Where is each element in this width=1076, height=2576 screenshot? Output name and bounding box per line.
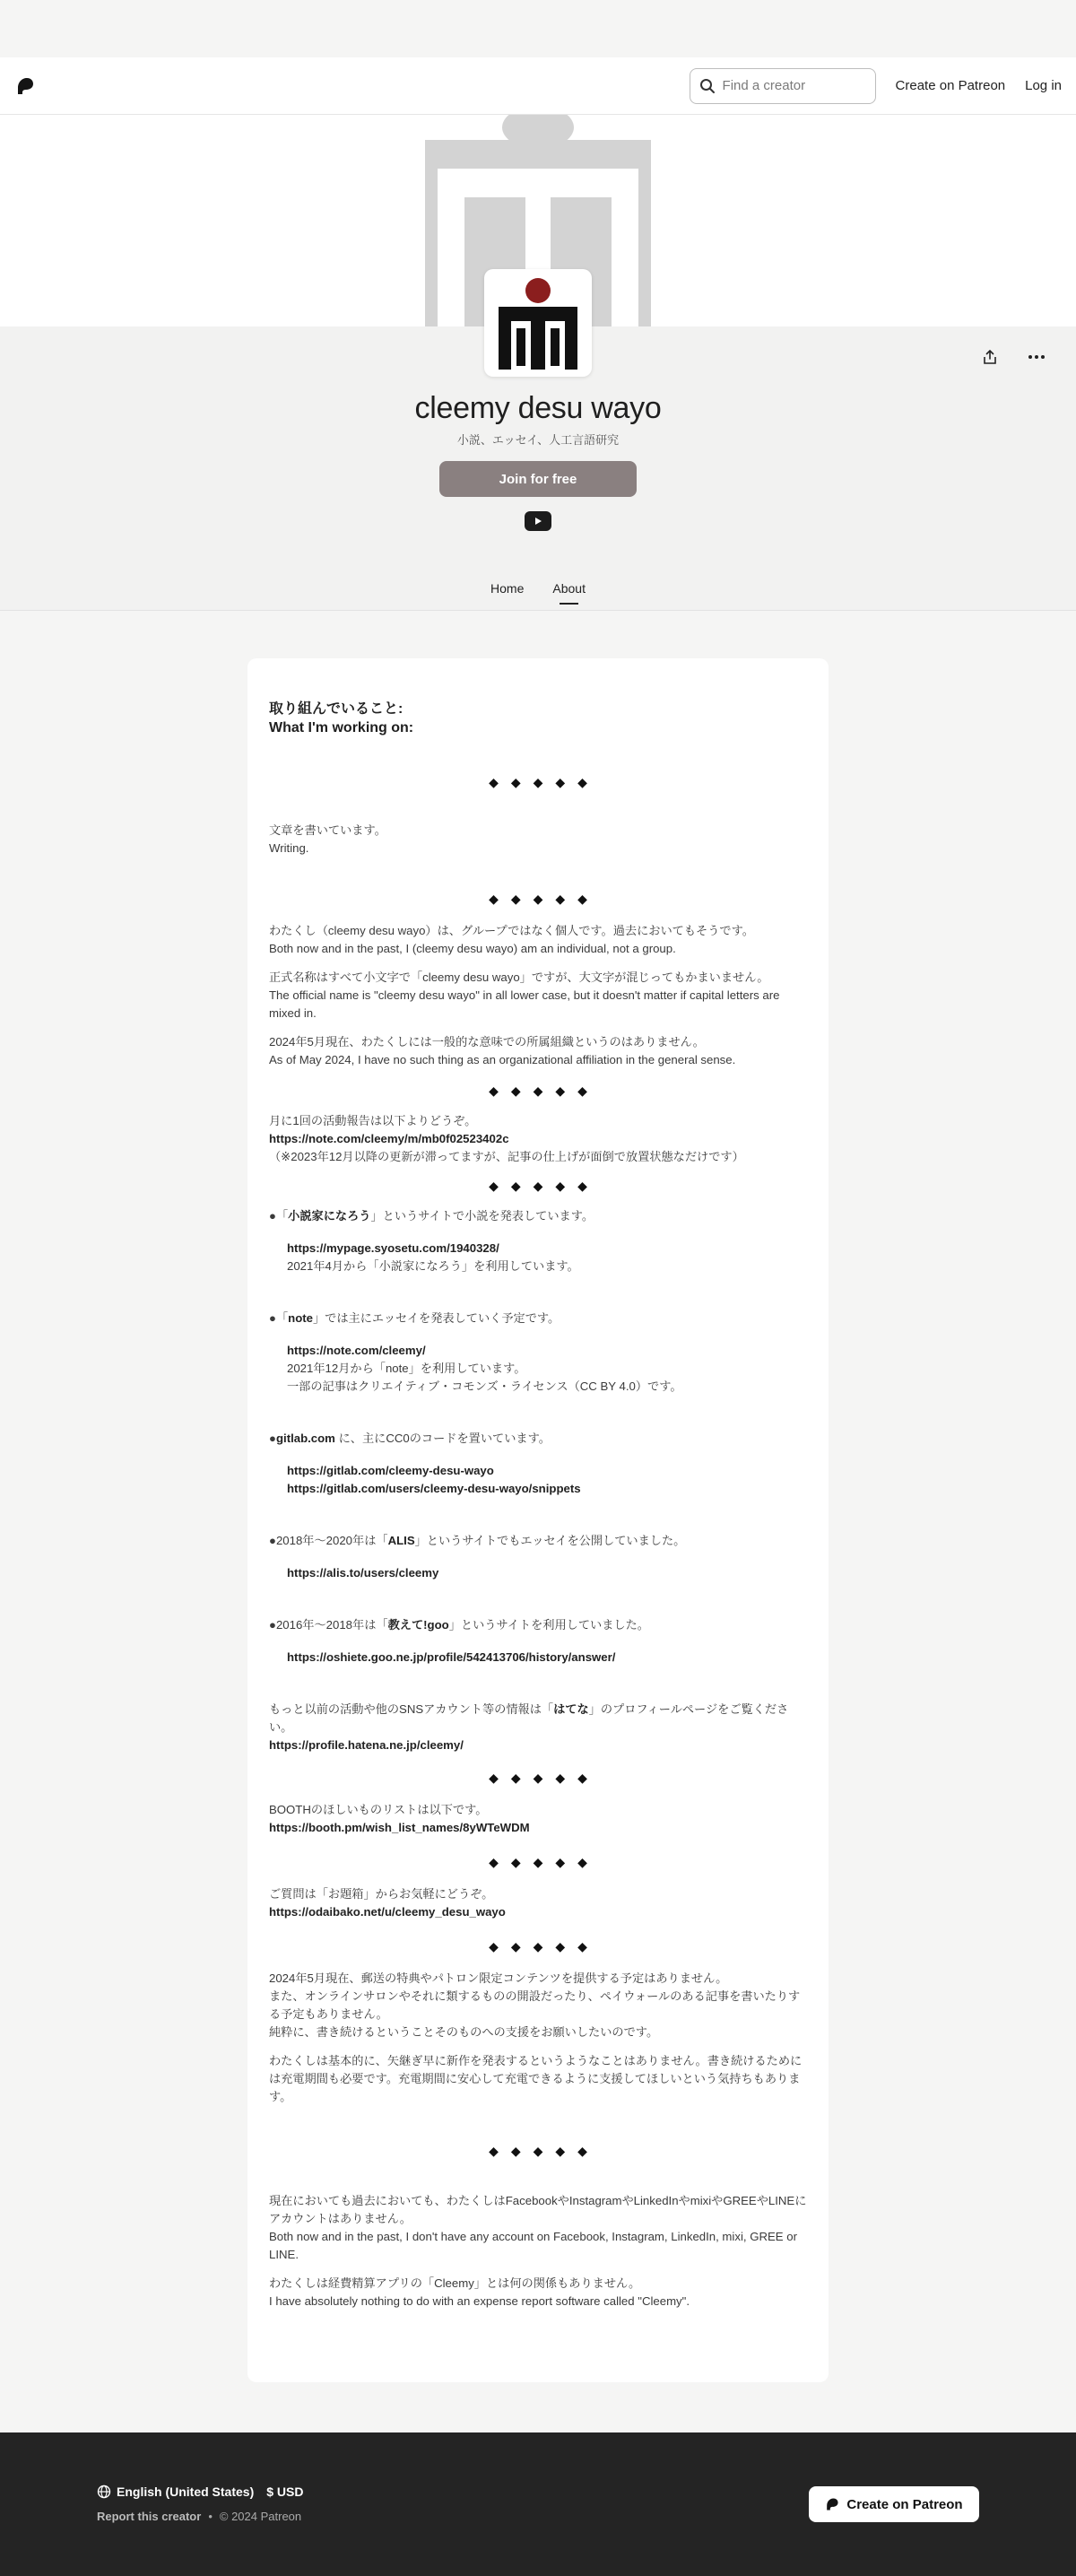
report-creator-link[interactable]: Report this creator: [97, 2510, 202, 2523]
diamond-separator: ◆◆◆◆◆: [489, 2144, 600, 2158]
site-footer: [0, 2432, 1076, 2576]
naro-link[interactable]: https://mypage.syosetu.com/1940328/: [287, 1241, 499, 1255]
creator-tagline: 小説、エッセイ、人工言語研究: [456, 433, 620, 447]
language-selector[interactable]: [97, 2485, 254, 2499]
patreon-logo-icon[interactable]: [14, 75, 36, 97]
diamond-separator: ◆◆◆◆◆: [489, 1771, 600, 1785]
hatena-line: もっと以前の活動や他のSNSアカウント等の情報は「はてな」のプロフィールページをご覧ください。: [269, 1702, 789, 1734]
alis-line: ●2018年〜2020年は「ALIS」というサイトでもエッセイを公開していました。: [269, 1534, 686, 1547]
footer-create-on-patreon-button[interactable]: [809, 2486, 979, 2522]
diamond-separator: ◆◆◆◆◆: [489, 892, 600, 906]
perks-3: 純粋に、書き続けるということそのものへの支援をお願いしたいのです。: [269, 2025, 659, 2039]
name-ja: 正式名称はすべて小文字で「cleemy desu wayo」ですが、大文字が混じってもかまいません。: [269, 970, 769, 984]
more-options-icon[interactable]: [1026, 346, 1047, 368]
report-link[interactable]: https://note.com/cleemy/m/mb0f02523402c: [269, 1132, 509, 1145]
about-heading-ja: 取り組んでいること:: [269, 701, 404, 717]
patreon-logo-icon: [825, 2497, 839, 2511]
goo-link[interactable]: https://oshiete.goo.ne.jp/profile/542413706/history/answer/: [287, 1650, 616, 1664]
language-label: English (United States): [117, 2485, 255, 2499]
diamond-separator: ◆◆◆◆◆: [489, 1179, 600, 1193]
share-icon[interactable]: [979, 346, 1001, 368]
diamond-separator: ◆◆◆◆◆: [489, 1939, 600, 1954]
tab-home[interactable]: Home: [490, 581, 525, 596]
tabs-divider: [0, 610, 1076, 611]
sns-ja: 現在においても過去においても、わたくしはFacebookやInstagramやLinkedInやmixiやGREEやLINEにアカウントはありません。: [269, 2194, 807, 2225]
gitlab-line: ●gitlab.com に、主にCC0のコードを置いています。: [269, 1432, 551, 1445]
individual-ja: わたくし（cleemy desu wayo）は、グループではなく個人です。過去においてもそうです。: [269, 924, 754, 937]
affiliation-en: As of May 2024, I have no such thing as an organizational affiliation in the general sense.: [269, 1053, 736, 1066]
join-for-free-button[interactable]: Join for free: [439, 461, 637, 497]
naro-since: 2021年4月から「小説家になろう」を利用しています。: [287, 1259, 579, 1273]
profile-tabs: [0, 581, 1076, 605]
top-spacer: [0, 0, 1076, 57]
creator-name: cleemy desu wayo: [414, 391, 662, 425]
booth-link[interactable]: https://booth.pm/wish_list_names/8yWTeWDM: [269, 1821, 530, 1834]
alis-link[interactable]: https://alis.to/users/cleemy: [287, 1566, 439, 1580]
expense-ja: わたくしは経費精算アプリの「Cleemy」とは何の関係もありません。: [269, 2276, 641, 2290]
affiliation-ja: 2024年5月現在、わたくしには一般的な意味での所属組織というのはありません。: [269, 1035, 705, 1049]
pace: わたくしは基本的に、矢継ぎ早に新作を発表するというようなことはありません。書き続けるためには充電期間も必要です。充電期間に安心して充電できるように支援してほしいという気持ちもあります。: [269, 2054, 803, 2103]
report-ja: 月に1回の活動報告は以下よりどうぞ。: [269, 1114, 477, 1127]
writing-en: Writing.: [269, 841, 309, 855]
search-input[interactable]: [723, 78, 857, 93]
individual-en: Both now and in the past, I (cleemy desu wayo) am an individual, not a group.: [269, 942, 676, 955]
note-license: 一部の記事はクリエイティブ・コモンズ・ライセンス（CC BY 4.0）です。: [287, 1379, 682, 1393]
expense-en: I have absolutely nothing to do with an expense report software called "Cleemy".: [269, 2294, 690, 2308]
hatena-link[interactable]: https://profile.hatena.ne.jp/cleemy/: [269, 1738, 464, 1752]
perks-1: 2024年5月現在、郵送の特典やパトロン限定コンテンツを提供する予定はありません。: [269, 1971, 728, 1985]
log-in-link[interactable]: Log in: [1025, 78, 1062, 93]
note-since: 2021年12月から「note」を利用しています。: [287, 1362, 526, 1375]
diamond-separator: ◆◆◆◆◆: [489, 775, 600, 789]
youtube-icon[interactable]: [525, 511, 551, 531]
naro-line: ●「小説家になろう」というサイトで小説を発表しています。: [269, 1209, 594, 1223]
create-on-patreon-link[interactable]: Create on Patreon: [895, 78, 1006, 93]
footer-create-label: Create on Patreon: [846, 2496, 963, 2512]
diamond-separator: ◆◆◆◆◆: [489, 1083, 600, 1098]
writing-ja: 文章を書いています。: [269, 823, 386, 837]
profile-section: [0, 326, 1076, 610]
search-icon: [699, 78, 716, 94]
booth-ja: BOOTHのほしいものリストは以下です。: [269, 1803, 488, 1816]
goo-line: ●2016年〜2018年は「教えて!goo」というサイトを利用していました。: [269, 1618, 649, 1632]
site-header: [0, 57, 1076, 115]
diamond-separator: ◆◆◆◆◆: [489, 1855, 600, 1869]
sns-en: Both now and in the past, I don't have any account on Facebook, Instagram, LinkedIn, mixi, GREE or LINE.: [269, 2230, 797, 2261]
perks-2: また、オンラインサロンやそれに類するものの開設だったり、ペイウォールのある記事を書いたりする予定もありません。: [269, 1989, 801, 2021]
name-en: The official name is "cleemy desu wayo" in all lower case, but it doesn't matter if capital letters are mixed in.: [269, 988, 780, 1020]
gitlab-snippets-link[interactable]: https://gitlab.com/users/cleemy-desu-wayo/snippets: [287, 1482, 581, 1495]
report-note: （※2023年12月以降の更新が滞ってますが、記事の仕上げが面倒で放置状態なだけです）: [269, 1150, 744, 1163]
odaibako-ja: ご質問は「お題箱」からお気軽にどうぞ。: [269, 1887, 494, 1901]
note-line: ●「note」では主にエッセイを発表していく予定です。: [269, 1311, 560, 1325]
footer-separator: •: [208, 2510, 213, 2523]
copyright: © 2024 Patreon: [219, 2510, 302, 2523]
globe-icon: [97, 2485, 111, 2499]
about-card: [247, 658, 829, 2382]
note-link[interactable]: https://note.com/cleemy/: [287, 1344, 426, 1357]
avatar: [484, 269, 592, 377]
gitlab-link[interactable]: https://gitlab.com/cleemy-desu-wayo: [287, 1464, 494, 1477]
search-box[interactable]: [690, 68, 876, 104]
about-heading-en: What I'm working on:: [269, 720, 414, 735]
tab-about[interactable]: About: [552, 581, 586, 605]
odaibako-link[interactable]: https://odaibako.net/u/cleemy_desu_wayo: [269, 1905, 506, 1919]
currency-selector[interactable]: $ USD: [266, 2485, 304, 2499]
